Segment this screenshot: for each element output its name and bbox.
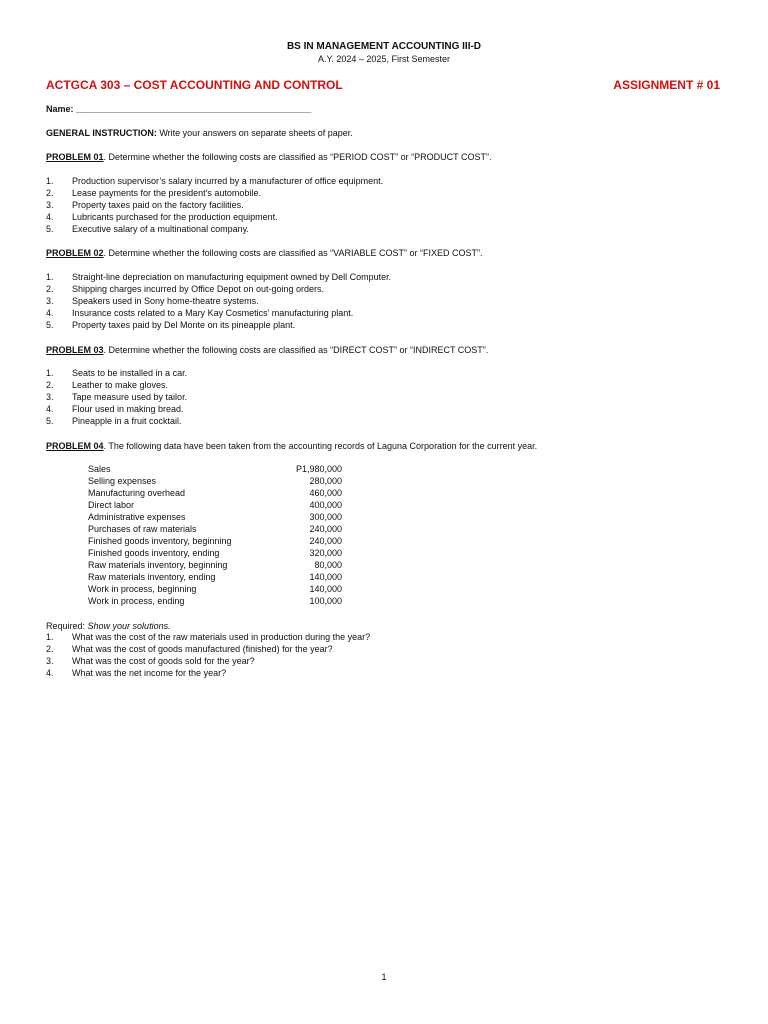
problem-text: . The following data have been taken from the accounting records of Laguna Corporation for the current year. [103,441,538,451]
list-text: Shipping charges incurred by Office Depot on out-going orders. [72,284,324,294]
list-item [46,284,324,294]
list-text: What was the cost of the raw materials used in production during the year? [72,632,371,642]
data-value: 240,000 [309,524,342,534]
list-number: 4. [46,212,54,222]
list-item [46,272,391,282]
data-label: Selling expenses [88,476,157,486]
list-text: Production supervisor’s salary incurred by a manufacturer of office equipment. [72,176,384,186]
list-number: 3. [46,296,54,306]
list-item [46,308,353,318]
list-text: Speakers used in Sony home-theatre systems. [72,296,259,306]
list-item [46,668,226,678]
list-text: Lease payments for the president’s automobile. [72,188,261,198]
list-number: 5. [46,416,54,426]
list-number: 4. [46,308,54,318]
list-number: 5. [46,320,54,330]
list-item [46,392,187,402]
problem-label: PROBLEM 01 [46,152,104,162]
list-item [46,644,333,654]
list-item [46,188,261,198]
data-label: Direct labor [88,500,135,510]
required-note: Show your solutions. [87,621,171,631]
problem-label: PROBLEM 02 [46,248,104,258]
problem-label: PROBLEM 03 [46,345,104,355]
list-text: Lubricants purchased for the production equipment. [72,212,278,222]
data-label: Work in process, ending [88,596,185,606]
list-text: Flour used in making bread. [72,404,184,414]
list-number: 2. [46,284,54,294]
list-item [46,656,255,666]
list-item [46,200,244,210]
list-text: Pineapple in a fruit cocktail. [72,416,182,426]
list-number: 1. [46,368,54,378]
problem-04-heading [46,441,537,451]
page-number: 1 [381,972,387,982]
list-number: 1. [46,632,54,642]
problem-03-heading [46,345,488,355]
list-number: 3. [46,656,54,666]
instruction-label: GENERAL INSTRUCTION: [46,128,157,138]
list-text: What was the net income for the year? [72,668,227,678]
data-value: 100,000 [309,596,342,606]
data-value: 240,000 [309,536,342,546]
list-text: What was the cost of goods sold for the year? [72,656,255,666]
list-item [46,380,168,390]
data-label: Purchases of raw materials [88,524,197,534]
data-label: Administrative expenses [88,512,186,522]
data-value: 80,000 [314,560,342,570]
list-number: 2. [46,380,54,390]
data-value: 140,000 [309,572,342,582]
data-value: P1,980,000 [295,464,342,474]
problem-text: . Determine whether the following costs are classified as “PERIOD COST” or “PRODUCT COST”. [103,152,492,162]
data-label: Work in process, beginning [88,584,197,594]
assignment-number: ASSIGNMENT # 01 [613,78,720,92]
data-value: 300,000 [309,512,342,522]
list-item [46,404,184,414]
name-blank: _______________________________________________ [76,104,312,114]
academic-term: A.Y. 2024 – 2025, First Semester [318,54,450,64]
course-title: ACTGCA 303 – COST ACCOUNTING AND CONTROL [46,78,343,92]
list-item [46,320,295,330]
data-label: Manufacturing overhead [88,488,186,498]
list-item [46,296,259,306]
data-label: Finished goods inventory, beginning [88,536,232,546]
list-item [46,224,249,234]
list-number: 2. [46,188,54,198]
problem-01-heading [46,152,491,162]
data-value: 320,000 [309,548,342,558]
data-label: Finished goods inventory, ending [88,548,220,558]
program-title: BS IN MANAGEMENT ACCOUNTING III-D [286,41,482,52]
data-value: 460,000 [309,488,342,498]
data-label: Raw materials inventory, beginning [88,560,228,570]
instruction-text: Write your answers on separate sheets of paper. [156,128,353,138]
list-text: Executive salary of a multinational company. [72,224,249,234]
list-item [46,212,278,222]
name-field [46,104,311,114]
data-value: 280,000 [309,476,342,486]
list-text: Leather to make gloves. [72,380,169,390]
required-label: Required: [46,621,88,631]
data-value: 140,000 [309,584,342,594]
problem-02-heading [46,248,482,258]
list-number: 2. [46,644,54,654]
data-label: Raw materials inventory, ending [88,572,216,582]
list-item [46,176,383,186]
list-number: 3. [46,200,54,210]
name-label: Name: [46,104,74,114]
general-instruction [46,128,353,138]
list-number: 5. [46,224,54,234]
list-item [46,368,187,378]
required-heading [46,621,171,631]
list-item [46,632,370,642]
list-text: Insurance costs related to a Mary Kay Cosmetics’ manufacturing plant. [72,308,354,318]
list-number: 3. [46,392,54,402]
list-number: 4. [46,668,54,678]
problem-text: . Determine whether the following costs are classified as “VARIABLE COST” or “FIXED COST”. [103,248,483,258]
data-value: 400,000 [309,500,342,510]
list-item [46,416,182,426]
list-text: What was the cost of goods manufactured (finished) for the year? [72,644,333,654]
problem-text: . Determine whether the following costs are classified as “DIRECT COST” or “INDIRECT COST”. [103,345,489,355]
list-text: Property taxes paid by Del Monte on its pineapple plant. [72,320,296,330]
list-text: Property taxes paid on the factory facilities. [72,200,244,210]
list-text: Straight-line depreciation on manufacturing equipment owned by Dell Computer. [72,272,392,282]
list-number: 1. [46,272,54,282]
list-text: Seats to be installed in a car. [72,368,188,378]
data-label: Sales [88,464,111,474]
list-text: Tape measure used by tailor. [72,392,188,402]
list-number: 4. [46,404,54,414]
list-number: 1. [46,176,54,186]
problem-label: PROBLEM 04 [46,441,104,451]
